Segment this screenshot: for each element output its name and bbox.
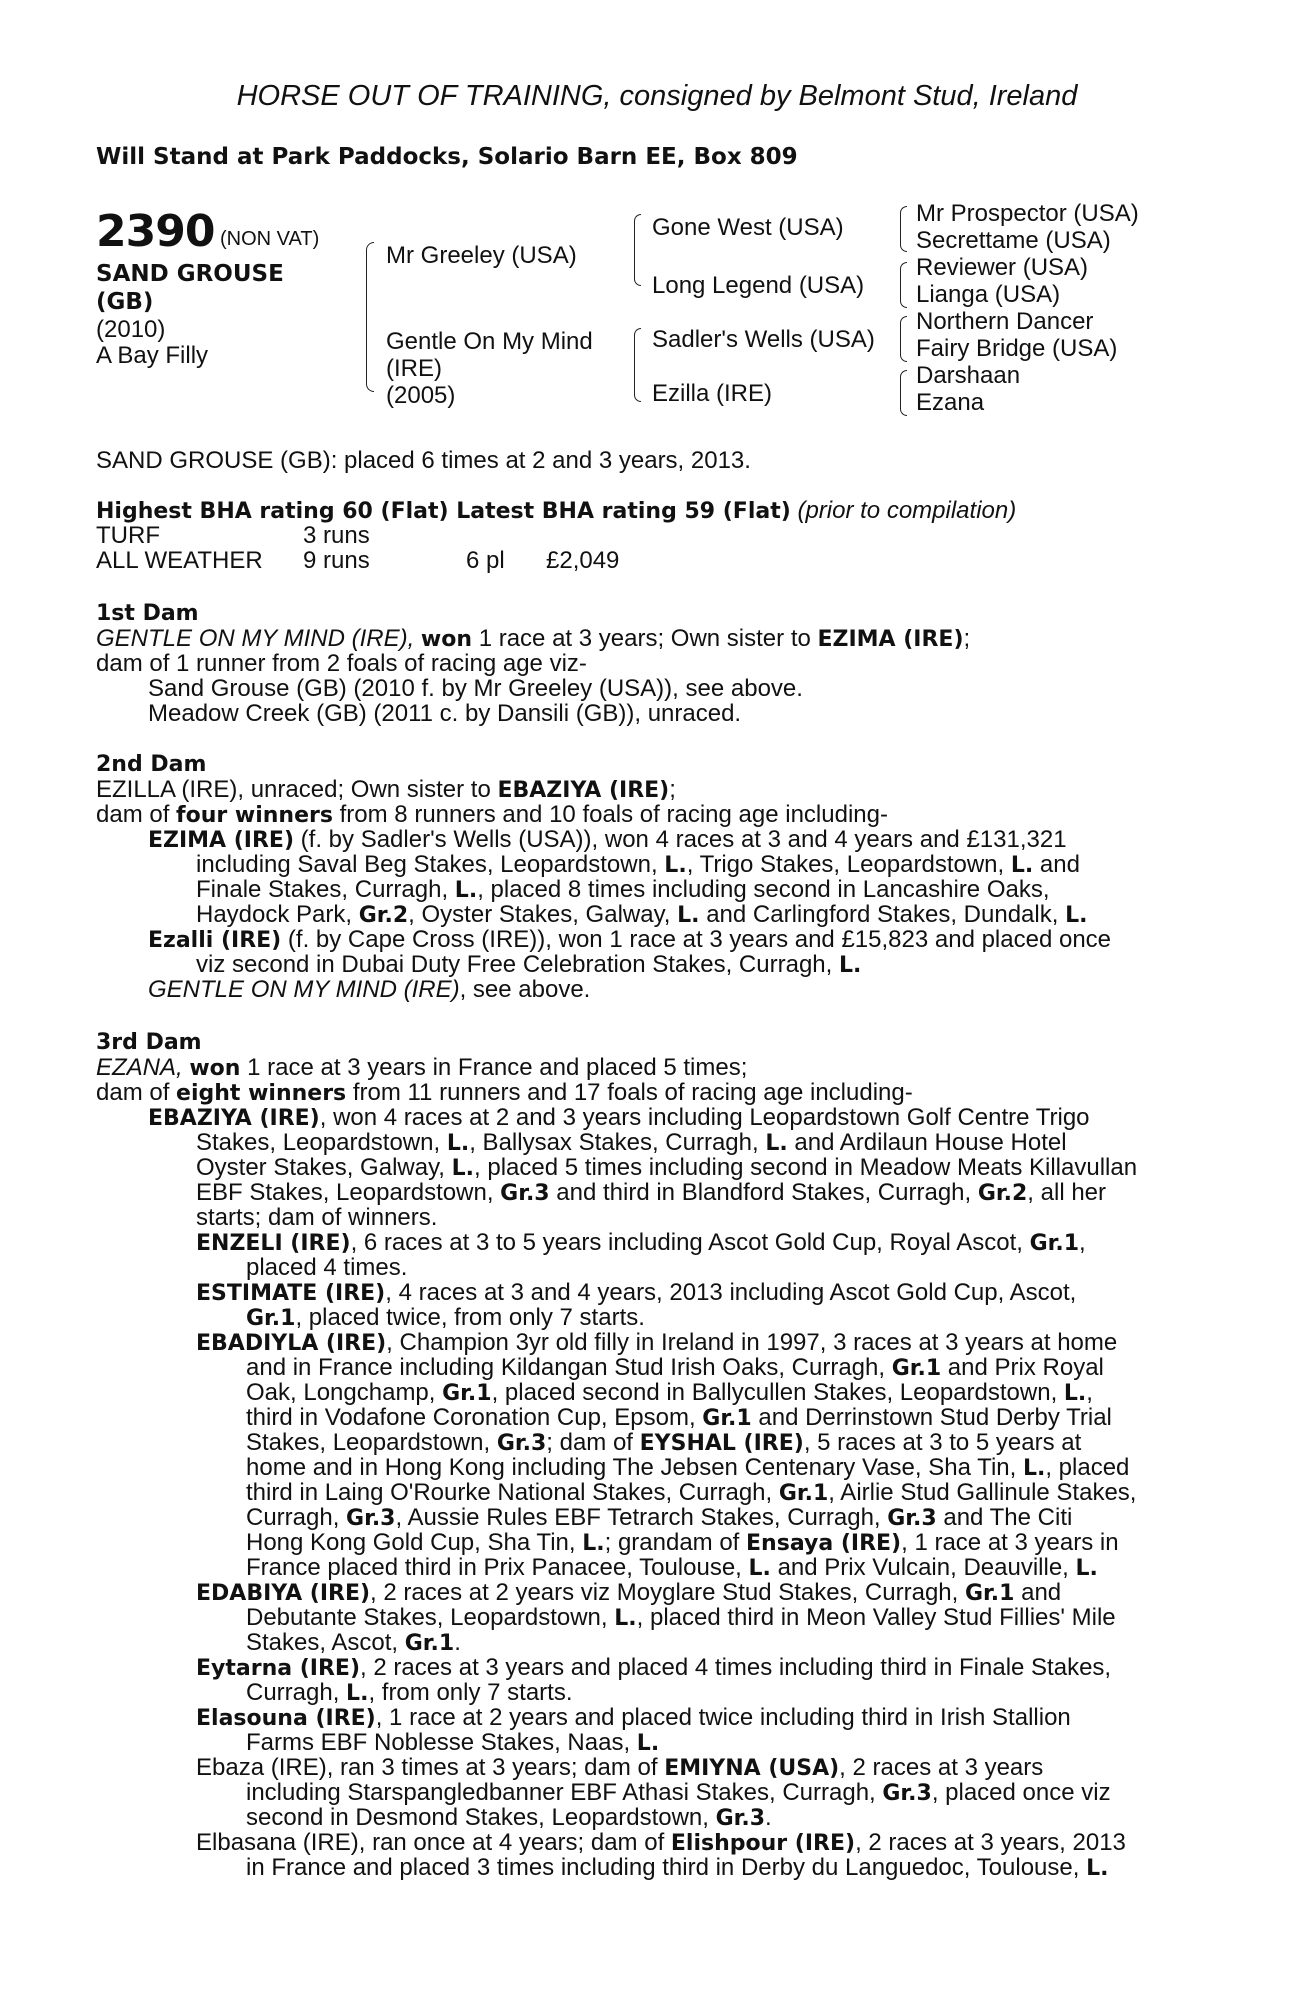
edabiya-line2	[246, 1605, 1116, 1631]
text: Oak, Longchamp,	[246, 1379, 443, 1406]
text: Oyster Stakes, Galway,	[196, 1154, 452, 1181]
third-dam-line2	[96, 1080, 913, 1106]
text: and Ardilaun House Hotel	[787, 1129, 1067, 1156]
ebaza-entry	[196, 1755, 1043, 1781]
elasouna-entry	[196, 1705, 1071, 1731]
ezima-name: EZIMA (IRE)	[148, 828, 295, 853]
pedigree-brace	[634, 328, 641, 402]
text: and The Citi	[936, 1504, 1073, 1531]
group-tag: Gr.3	[500, 1181, 550, 1206]
pedigree-brace	[900, 316, 907, 362]
text: (f. by Cape Cross (IRE)), won 1 race at 3 years and £15,823 and placed once	[281, 926, 1112, 953]
elbasana-line2	[246, 1855, 1108, 1881]
listed-tag: L.	[1022, 1456, 1046, 1481]
listed-tag: L.	[451, 1156, 475, 1181]
second-dam-line2	[96, 802, 888, 828]
text: third in Laing O'Rourke National Stakes, Curragh,	[246, 1479, 779, 1506]
enzeli-entry	[196, 1230, 1086, 1256]
text: Hong Kong Gold Cup, Sha Tin,	[246, 1529, 583, 1556]
text: Curragh,	[246, 1504, 347, 1531]
listed-tag: L.	[677, 903, 700, 928]
won-label: won	[189, 1056, 241, 1081]
text: ;	[669, 776, 676, 803]
group-tag: Gr.1	[246, 1306, 296, 1331]
ezima-line3	[196, 877, 1050, 903]
text: Ebaza (IRE), ran 3 times at 3 years; dam of	[196, 1754, 665, 1781]
listed-tag: L.	[1075, 1556, 1098, 1581]
race-summary: SAND GROUSE (GB): placed 6 times at 2 and 3 years, 2013.	[96, 447, 751, 474]
sire-sire: Gone West (USA)	[652, 214, 844, 241]
listed-tag: L.	[582, 1531, 605, 1556]
ebaziya-entry	[148, 1105, 1090, 1131]
text: , 5 races at 3 to 5 years at	[803, 1429, 1082, 1456]
turf-runs: 3 runs	[303, 522, 370, 549]
ezalli-line2	[196, 952, 861, 978]
ebaziya-line4	[196, 1180, 1106, 1206]
eytarna-line2	[246, 1680, 573, 1706]
text: from 11 runners and 17 foals of racing age including-	[346, 1079, 913, 1106]
listed-tag: L.	[1010, 853, 1034, 878]
ebadiyla-line5	[246, 1430, 1081, 1456]
elishpour-name: Elishpour (IRE)	[670, 1831, 856, 1856]
text: , 2 races at 3 years and placed 4 times including third in Finale Stakes,	[360, 1654, 1112, 1681]
ancestor-6: Fairy Bridge (USA)	[916, 335, 1118, 362]
text: including Saval Beg Stakes, Leopardstown,	[196, 851, 665, 878]
ezima-line2	[196, 852, 1080, 878]
third-dam-heading: 3rd Dam	[96, 1030, 202, 1055]
ebaza-line2	[246, 1780, 1111, 1806]
group-tag: Gr.3	[882, 1781, 932, 1806]
text: , 1 race at 3 years in	[901, 1529, 1119, 1556]
text: Curragh,	[246, 1679, 347, 1706]
text: , from only 7 starts.	[368, 1679, 573, 1706]
horse-name	[96, 260, 284, 316]
estimate-entry	[196, 1280, 1076, 1306]
sire-name: Mr Greeley (USA)	[386, 242, 577, 269]
pedigree-brace	[900, 370, 907, 416]
text: Stakes, Ascot,	[246, 1629, 405, 1656]
won-label: won	[420, 627, 473, 652]
listed-tag: L.	[1086, 1856, 1109, 1881]
ebadiyla-line10	[246, 1555, 1098, 1581]
elbasana-entry	[196, 1830, 1126, 1856]
rating-note: (prior to compilation)	[797, 497, 1017, 524]
eytarna-entry	[196, 1655, 1111, 1681]
horse-name-line2: (GB)	[96, 289, 154, 315]
listed-tag: L.	[664, 853, 687, 878]
dam-name-line2: (IRE)	[386, 355, 442, 382]
ezalli-name: Ezalli (IRE)	[148, 928, 282, 953]
aw-runs: 9 runs	[303, 547, 370, 574]
rating-line	[96, 498, 1016, 524]
text: , placed second in Ballycullen Stakes, Leopardstown,	[491, 1379, 1064, 1406]
aw-placed: 6 pl	[466, 547, 505, 574]
enzeli-name: ENZELI (IRE)	[196, 1231, 351, 1256]
horse-description: A Bay Filly	[96, 342, 209, 369]
edabiya-name: EDABIYA (IRE)	[196, 1581, 371, 1606]
group-tag: Gr.1	[404, 1631, 455, 1656]
text: and in France including Kildangan Stud Irish Oaks, Curragh,	[246, 1354, 892, 1381]
ebadiyla-line8	[246, 1505, 1072, 1531]
text: viz second in Dubai Duty Free Celebration Stakes, Curragh,	[196, 951, 839, 978]
lot-number: 2390	[96, 206, 215, 257]
text: Debutante Stakes, Leopardstown,	[246, 1604, 615, 1631]
text: ; dam of	[546, 1429, 640, 1456]
ebadiyla-entry	[196, 1330, 1117, 1356]
turf-label: TURF	[96, 522, 160, 549]
text: ; grandam of	[604, 1529, 747, 1556]
text: , see above.	[459, 976, 591, 1003]
ezalli-entry	[148, 927, 1111, 953]
listed-tag: L.	[346, 1681, 369, 1706]
pedigree-brace	[366, 242, 374, 392]
ancestor-7: Darshaan	[916, 362, 1021, 389]
text: , Oyster Stakes, Galway,	[408, 901, 678, 928]
pedigree-brace	[900, 206, 907, 252]
listed-tag: L.	[636, 1731, 660, 1756]
second-dam-line1	[96, 777, 676, 803]
group-tag: Gr.2	[358, 903, 409, 928]
ebaziya-line2	[196, 1130, 1067, 1156]
estimate-name: ESTIMATE (IRE)	[196, 1281, 386, 1306]
ebaziya-line5: starts; dam of winners.	[196, 1204, 438, 1231]
listed-tag: L.	[765, 1131, 788, 1156]
estimate-line2	[246, 1305, 645, 1331]
listed-tag: L.	[454, 878, 478, 903]
text: Stakes, Leopardstown,	[196, 1129, 447, 1156]
eytarna-name: Eytarna (IRE)	[196, 1656, 361, 1681]
listed-tag: L.	[1063, 1381, 1087, 1406]
ebaziya-line3	[196, 1155, 1137, 1181]
eyshal-name: EYSHAL (IRE)	[639, 1431, 804, 1456]
sister-name: EBAZIYA (IRE)	[497, 778, 670, 803]
ebadiyla-line4	[246, 1405, 1112, 1431]
text: and Carlingford Stakes, Dundalk,	[699, 901, 1066, 928]
text: in France and placed 3 times including third in Derby du Languedoc, Toulouse,	[246, 1854, 1087, 1881]
ancestor-5: Northern Dancer	[916, 308, 1094, 335]
stand-info: Will Stand at Park Paddocks, Solario Barn EE, Box 809	[96, 144, 798, 170]
text: .	[454, 1629, 461, 1656]
text: ;	[963, 625, 971, 652]
grandparents-column	[916, 200, 1139, 416]
dam-sire: Sadler's Wells (USA)	[652, 326, 875, 353]
aw-prize: £2,049	[546, 547, 620, 574]
text: Stakes, Leopardstown,	[246, 1429, 497, 1456]
text: , placed 8 times including second in Lancashire Oaks,	[477, 876, 1050, 903]
text: from 8 runners and 10 foals of racing age including-	[332, 801, 888, 828]
vat-status: (NON VAT)	[220, 228, 320, 250]
first-dam-name: GENTLE ON MY MIND (IRE),	[96, 625, 415, 652]
text: Farms EBF Noblesse Stakes, Naas,	[246, 1729, 637, 1756]
ebaza-line3	[246, 1805, 772, 1831]
produce-2: Meadow Creek (GB) (2011 c. by Dansili (GB)), unraced.	[148, 700, 742, 727]
group-tag: Gr.1	[1029, 1231, 1080, 1256]
text: EBF Stakes, Leopardstown,	[196, 1179, 501, 1206]
text: EZILLA (IRE), unraced; Own sister to	[96, 776, 498, 803]
ebadiyla-line6	[246, 1455, 1129, 1481]
produce-1: Sand Grouse (GB) (2010 f. by Mr Greeley (USA)), see above.	[148, 675, 803, 702]
emiyna-name: EMIYNA (USA)	[664, 1756, 840, 1781]
ancestor-8: Ezana	[916, 389, 985, 416]
group-tag: Gr.1	[442, 1381, 492, 1406]
text: ,	[1079, 1229, 1086, 1256]
text: , placed once viz	[931, 1779, 1111, 1806]
ezima-line4	[196, 902, 1087, 928]
text: , placed 5 times including second in Meadow Meats Killavullan	[474, 1154, 1138, 1181]
ezima-entry	[148, 827, 1067, 853]
text: Haydock Park,	[196, 901, 359, 928]
text: , 2 races at 2 years viz Moyglare Stud Stakes, Curragh,	[370, 1579, 965, 1606]
listed-tag: L.	[1065, 903, 1088, 928]
text: , placed	[1045, 1454, 1130, 1481]
text: , won 4 races at 2 and 3 years including Leopardstown Golf Centre Trigo	[319, 1104, 1090, 1131]
text: Finale Stakes, Curragh,	[196, 876, 455, 903]
text: , Champion 3yr old filly in Ireland in 1997, 3 races at 3 years at home	[386, 1329, 1118, 1356]
ebadiyla-line9	[246, 1530, 1119, 1556]
pedigree-brace	[634, 214, 641, 286]
text: 1 race at 3 years; Own sister to	[472, 625, 818, 652]
gentle-name: GENTLE ON MY MIND (IRE)	[148, 976, 460, 1003]
text: dam of	[96, 801, 177, 828]
first-dam-line2: dam of 1 runner from 2 foals of racing age viz-	[96, 650, 587, 677]
text: , Airlie Stud Gallinule Stakes,	[828, 1479, 1137, 1506]
text: and Derrinstown Stud Derby Trial	[751, 1404, 1112, 1431]
text: second in Desmond Stakes, Leopardstown,	[246, 1804, 716, 1831]
text: and third in Blandford Stakes, Curragh,	[549, 1179, 978, 1206]
group-tag: Gr.1	[702, 1406, 752, 1431]
text: .	[765, 1804, 772, 1831]
sister-name: EZIMA (IRE)	[817, 627, 964, 652]
aw-label: ALL WEATHER	[96, 547, 263, 574]
text: Elbasana (IRE), ran once at 4 years; dam of	[196, 1829, 671, 1856]
ancestor-4: Lianga (USA)	[916, 281, 1061, 308]
text: , 6 races at 3 to 5 years including Ascot Gold Cup, Royal Ascot,	[350, 1229, 1030, 1256]
text: , 2 races at 3 years, 2013	[855, 1829, 1126, 1856]
text: , 2 races at 3 years	[839, 1754, 1044, 1781]
first-dam-heading: 1st Dam	[96, 601, 199, 626]
listed-tag: L.	[446, 1131, 470, 1156]
text: third in Vodafone Coronation Cup, Epsom,	[246, 1404, 703, 1431]
group-tag: Gr.3	[887, 1506, 937, 1531]
page-title: HORSE OUT OF TRAINING, consigned by Belmont Stud, Ireland	[236, 80, 1078, 112]
group-tag: Gr.3	[346, 1506, 396, 1531]
group-tag: Gr.2	[977, 1181, 1028, 1206]
text: ,	[1086, 1379, 1093, 1406]
second-dam-heading: 2nd Dam	[96, 752, 207, 777]
text: , 1 race at 2 years and placed twice including third in Irish Stallion	[375, 1704, 1071, 1731]
text: 1 race at 3 years in France and placed 5 times;	[240, 1054, 748, 1081]
text: , placed third in Meon Valley Stud Fillies' Mile	[636, 1604, 1116, 1631]
group-tag: Gr.3	[715, 1806, 766, 1831]
pedigree-brace	[900, 262, 907, 308]
text: home and in Hong Kong including The Jebsen Centenary Vase, Sha Tin,	[246, 1454, 1023, 1481]
elasouna-line2	[246, 1730, 659, 1756]
text: and Prix Vulcain, Deauville,	[770, 1554, 1076, 1581]
dam-name-line1: Gentle On My Mind	[386, 328, 593, 355]
first-dam-line	[96, 626, 970, 652]
text: , Ballysax Stakes, Curragh,	[469, 1129, 766, 1156]
edabiya-line3	[246, 1630, 461, 1656]
text: , all her	[1027, 1179, 1106, 1206]
edabiya-entry	[196, 1580, 1061, 1606]
ensaya-name: Ensaya (IRE)	[746, 1531, 902, 1556]
text: France placed third in Prix Panacee, Toulouse,	[246, 1554, 749, 1581]
elasouna-name: Elasouna (IRE)	[196, 1706, 376, 1731]
ebadiyla-name: EBADIYLA (IRE)	[196, 1331, 387, 1356]
gentle-entry	[148, 977, 590, 1002]
rating-text: Highest BHA rating 60 (Flat) Latest BHA rating 59 (Flat)	[96, 499, 791, 524]
ebaziya-name: EBAZIYA (IRE)	[148, 1106, 320, 1131]
text: , 4 races at 3 and 4 years, 2013 including Ascot Gold Cup, Ascot,	[385, 1279, 1077, 1306]
third-dam-line1	[96, 1055, 747, 1081]
text: , placed twice, from only 7 starts.	[295, 1304, 645, 1331]
text: , Aussie Rules EBF Tetrarch Stakes, Curragh,	[395, 1504, 888, 1531]
text: dam of	[96, 1079, 177, 1106]
ebadiyla-line2	[246, 1355, 1104, 1381]
group-tag: Gr.1	[964, 1581, 1015, 1606]
group-tag: Gr.1	[778, 1481, 829, 1506]
horse-year: (2010)	[96, 316, 166, 343]
listed-tag: L.	[748, 1556, 771, 1581]
ancestor-3: Reviewer (USA)	[916, 254, 1089, 281]
enzeli-line2: placed 4 times.	[246, 1254, 408, 1281]
text: and	[1014, 1579, 1062, 1606]
sire-dam: Long Legend (USA)	[652, 272, 865, 299]
text: (f. by Sadler's Wells (USA)), won 4 races at 3 and 4 years and £131,321	[294, 826, 1067, 853]
ancestor-1: Mr Prospector (USA)	[916, 200, 1139, 227]
text: and	[1033, 851, 1080, 878]
group-tag: Gr.1	[891, 1356, 942, 1381]
horse-name-line1: SAND GROUSE	[96, 261, 284, 287]
dam-name	[386, 328, 593, 409]
ebadiyla-line3	[246, 1380, 1093, 1406]
text: including Starspangledbanner EBF Athasi Stakes, Curragh,	[246, 1779, 883, 1806]
winners-count: four winners	[176, 803, 333, 828]
dam-dam: Ezilla (IRE)	[652, 380, 773, 407]
listed-tag: L.	[838, 953, 862, 978]
group-tag: Gr.3	[496, 1431, 547, 1456]
third-dam-name: EZANA,	[96, 1054, 183, 1081]
text: and Prix Royal	[941, 1354, 1104, 1381]
listed-tag: L.	[614, 1606, 637, 1631]
text: , Trigo Stakes, Leopardstown,	[686, 851, 1011, 878]
ebadiyla-line7	[246, 1480, 1136, 1506]
ancestor-2: Secrettame (USA)	[916, 227, 1111, 254]
dam-name-line3: (2005)	[386, 382, 456, 409]
winners-count: eight winners	[176, 1081, 347, 1106]
